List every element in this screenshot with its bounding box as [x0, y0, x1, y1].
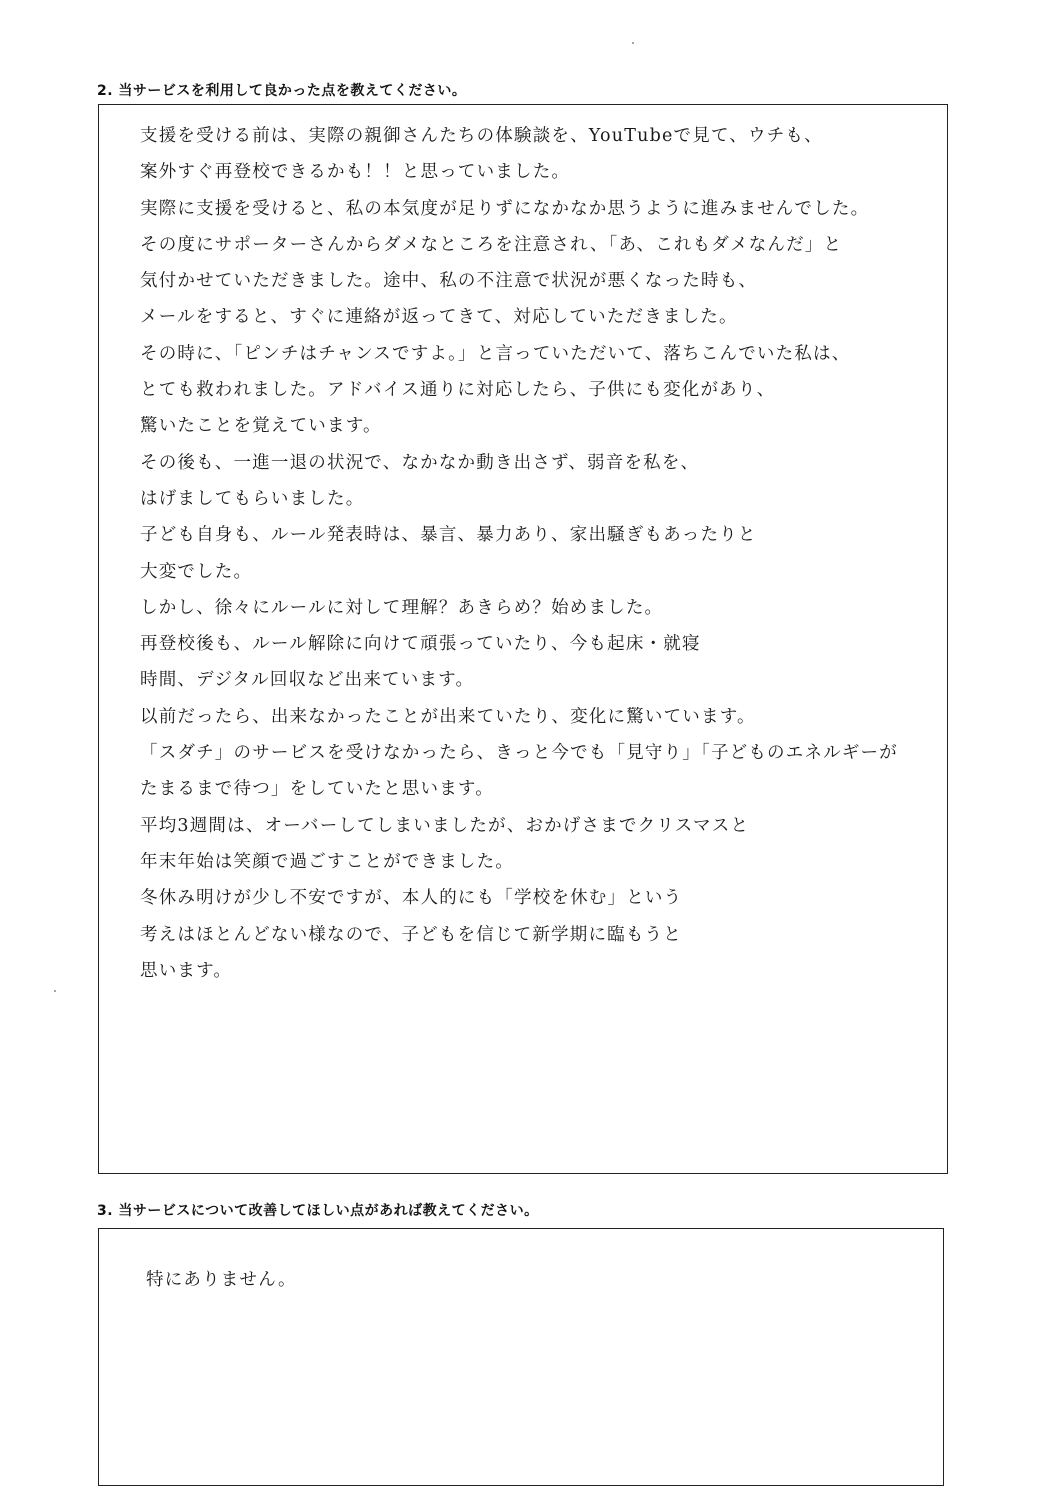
answer-line: その度にサポーターさんからダメなところを注意され、「あ、これもダメなんだ」と — [140, 234, 843, 255]
answer-line: 「スダチ」のサービスを受けなかったら、きっと今でも「見守り」「子どものエネルギーが — [140, 743, 898, 764]
answer-line: 思います。 — [140, 960, 233, 981]
answer-line: 冬休み明けが少し不安ですが、本人的にも「学校を休む」という — [140, 888, 683, 909]
answer-line: 平均3週間は、オーバーしてしまいましたが、おかげさまでクリスマスと — [140, 815, 750, 836]
answer-line: はげましてもらいました。 — [140, 488, 365, 509]
answer-line: 子ども自身も、ルール発表時は、暴言、暴力あり、家出騒ぎもあったりと — [140, 525, 757, 546]
answer-line: 実際に支援を受けると、私の本気度が足りずになかなか思うように進みませんでした。 — [140, 198, 870, 219]
answer-line: その後も、一進一退の状況で、なかなか動き出さず、弱音を私を、 — [140, 452, 700, 473]
answer-line: 案外すぐ再登校できるかも！！と思っていました。 — [140, 162, 571, 183]
answer-line: 年末年始は笑顔で過ごすことができました。 — [140, 851, 514, 872]
answer-line: しかし、徐々にルールに対して理解？あきらめ？始めました。 — [140, 597, 664, 618]
answer-line: 考えはほとんどない様なので、子どもを信じて新学期に臨もうと — [140, 924, 682, 945]
scan-speck — [54, 990, 56, 992]
answer-line: 大変でした。 — [140, 561, 253, 582]
answer-line: 以前だったら、出来なかったことが出来ていたり、変化に驚いています。 — [140, 706, 756, 727]
answer-line: 支援を受ける前は、実際の親御さんたちの体験談を、YouTubeで見て、ウチも、 — [140, 126, 823, 146]
answer-line: その時に、「ピンチはチャンスですよ。」と言っていただいて、落ちこんでいた私は、 — [140, 343, 851, 364]
scan-speck — [632, 42, 634, 44]
question-3-title: 3. 当サービスについて改善してほしい点があれば教えてください。 — [97, 1203, 539, 1219]
answer-line: とても救われました。アドバイス通りに対応したら、子供にも変化があり、 — [140, 380, 776, 401]
answer-line: メールをすると、すぐに連絡が返ってきて、対応していただきました。 — [140, 307, 738, 328]
answer-line: 再登校後も、ルール解除に向けて頑張っていたり、今も起床・就寝 — [140, 634, 701, 655]
question-2-title: 2. 当サービスを利用して良かった点を教えてください。 — [97, 83, 467, 99]
question-3-answer-text: 特にありません。 — [146, 1270, 297, 1290]
answer-line: 驚いたことを覚えています。 — [140, 416, 382, 437]
answer-line: 気付かせていただきました。途中、私の不注意で状況が悪くなった時も、 — [140, 271, 758, 292]
answer-line: たまるまで待つ」をしていたと思います。 — [140, 779, 494, 800]
answer-line: 時間、デジタル回収など出来ています。 — [140, 670, 475, 691]
question-2-answer-text — [140, 118, 898, 989]
